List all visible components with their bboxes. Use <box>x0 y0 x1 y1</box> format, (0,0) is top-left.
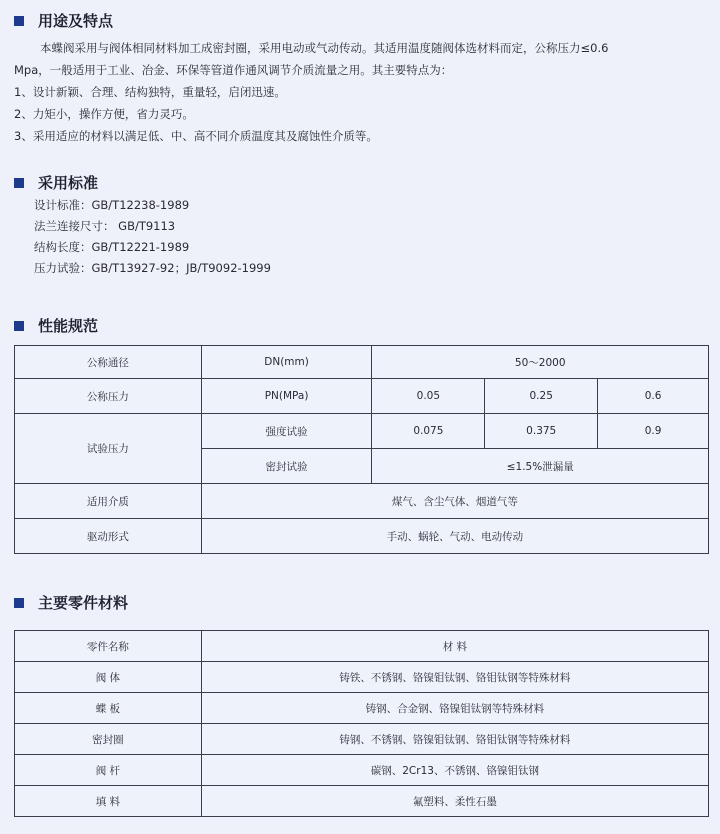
table-row <box>15 786 709 817</box>
part-name: 填 料 <box>15 786 202 817</box>
part-name-header: 零件名称 <box>15 631 202 662</box>
table-row <box>15 346 709 379</box>
usage-paragraph-cont: Mpa，一般适用于工业、冶金、环保等管道作通风调节介质流量之用。其主要特点为： <box>14 63 453 77</box>
material-header: 材 料 <box>201 631 708 662</box>
part-name: 阀 杆 <box>15 755 202 786</box>
section-square-icon <box>14 178 24 188</box>
part-name: 密封圈 <box>15 724 202 755</box>
pn-value-1: 0.05 <box>372 379 485 414</box>
part-material: 铸钢、合金钢、铬镍钼钛钢等特殊材料 <box>201 693 708 724</box>
table-row <box>15 755 709 786</box>
section-square-icon <box>14 598 24 608</box>
pn-value-2: 0.25 <box>485 379 598 414</box>
performance-title: 性能规范 <box>38 317 99 335</box>
standards-list <box>34 195 271 279</box>
standard-pressure: 压力试验：GB/T13927-92；JB/T9092-1999 <box>34 261 271 275</box>
strength-value-2: 0.375 <box>485 414 598 449</box>
standard-flange: 法兰连接尺寸： GB/T9113 <box>34 219 176 233</box>
usage-text <box>14 37 714 147</box>
standards-heading <box>14 172 98 193</box>
strength-test-label: 强度试验 <box>201 414 372 449</box>
medium-label: 适用介质 <box>15 484 202 519</box>
part-material: 铸钢、不锈钢、铬镍钼钛钢、铬钼钛钢等特殊材料 <box>201 724 708 755</box>
table-row <box>15 662 709 693</box>
materials-table <box>14 630 709 817</box>
table-row <box>15 631 709 662</box>
table-row <box>15 693 709 724</box>
table-row <box>15 379 709 414</box>
medium-value: 煤气、含尘气体、烟道气等 <box>201 484 708 519</box>
pn-label: PN(MPa) <box>201 379 372 414</box>
part-material: 铸铁、不锈钢、铬镍钼钛钢、铬钼钛钢等特殊材料 <box>201 662 708 693</box>
usage-paragraph: 本蝶阀采用与阀体相同材料加工成密封圈，采用电动或气动传动。其适用温度随阀体选材料而定，公称压力≤0.6 <box>40 41 609 55</box>
strength-value-3: 0.9 <box>598 414 709 449</box>
drive-value: 手动、蜗轮、气动、电动传动 <box>201 519 708 554</box>
standards-title: 采用标准 <box>38 174 99 192</box>
section-square-icon <box>14 16 24 26</box>
materials-heading <box>14 592 128 613</box>
test-pressure-label: 试验压力 <box>15 414 202 484</box>
part-name: 阀 体 <box>15 662 202 693</box>
usage-point-3: 3、采用适应的材料以满足低、中、高不同介质温度其及腐蚀性介质等。 <box>14 129 378 143</box>
nominal-diameter-label: 公称通径 <box>15 346 202 379</box>
standard-length: 结构长度：GB/T12221-1989 <box>34 240 190 254</box>
table-row <box>15 724 709 755</box>
table-row <box>15 519 709 554</box>
strength-value-1: 0.075 <box>372 414 485 449</box>
section-square-icon <box>14 321 24 331</box>
usage-point-1: 1、设计新颖、合理、结构独特，重量轻，启闭迅速。 <box>14 85 286 99</box>
part-material: 碳钢、2Cr13、不锈钢、铬镍钼钛钢 <box>201 755 708 786</box>
seal-test-label: 密封试验 <box>201 449 372 484</box>
dn-value: 50～2000 <box>372 346 709 379</box>
usage-title: 用途及特点 <box>38 12 114 30</box>
table-row <box>15 484 709 519</box>
usage-heading <box>14 10 113 31</box>
performance-heading <box>14 315 98 336</box>
dn-label: DN(mm) <box>201 346 372 379</box>
materials-title: 主要零件材料 <box>38 594 129 612</box>
performance-table <box>14 345 709 554</box>
nominal-pressure-label: 公称压力 <box>15 379 202 414</box>
part-name: 蝶 板 <box>15 693 202 724</box>
usage-point-2: 2、力矩小，操作方便，省力灵巧。 <box>14 107 194 121</box>
standard-design: 设计标准：GB/T12238-1989 <box>34 198 190 212</box>
pn-value-3: 0.6 <box>598 379 709 414</box>
drive-label: 驱动形式 <box>15 519 202 554</box>
table-row <box>15 414 709 449</box>
part-material: 氟塑料、柔性石墨 <box>201 786 708 817</box>
seal-value: ≤1.5%泄漏量 <box>372 449 709 484</box>
